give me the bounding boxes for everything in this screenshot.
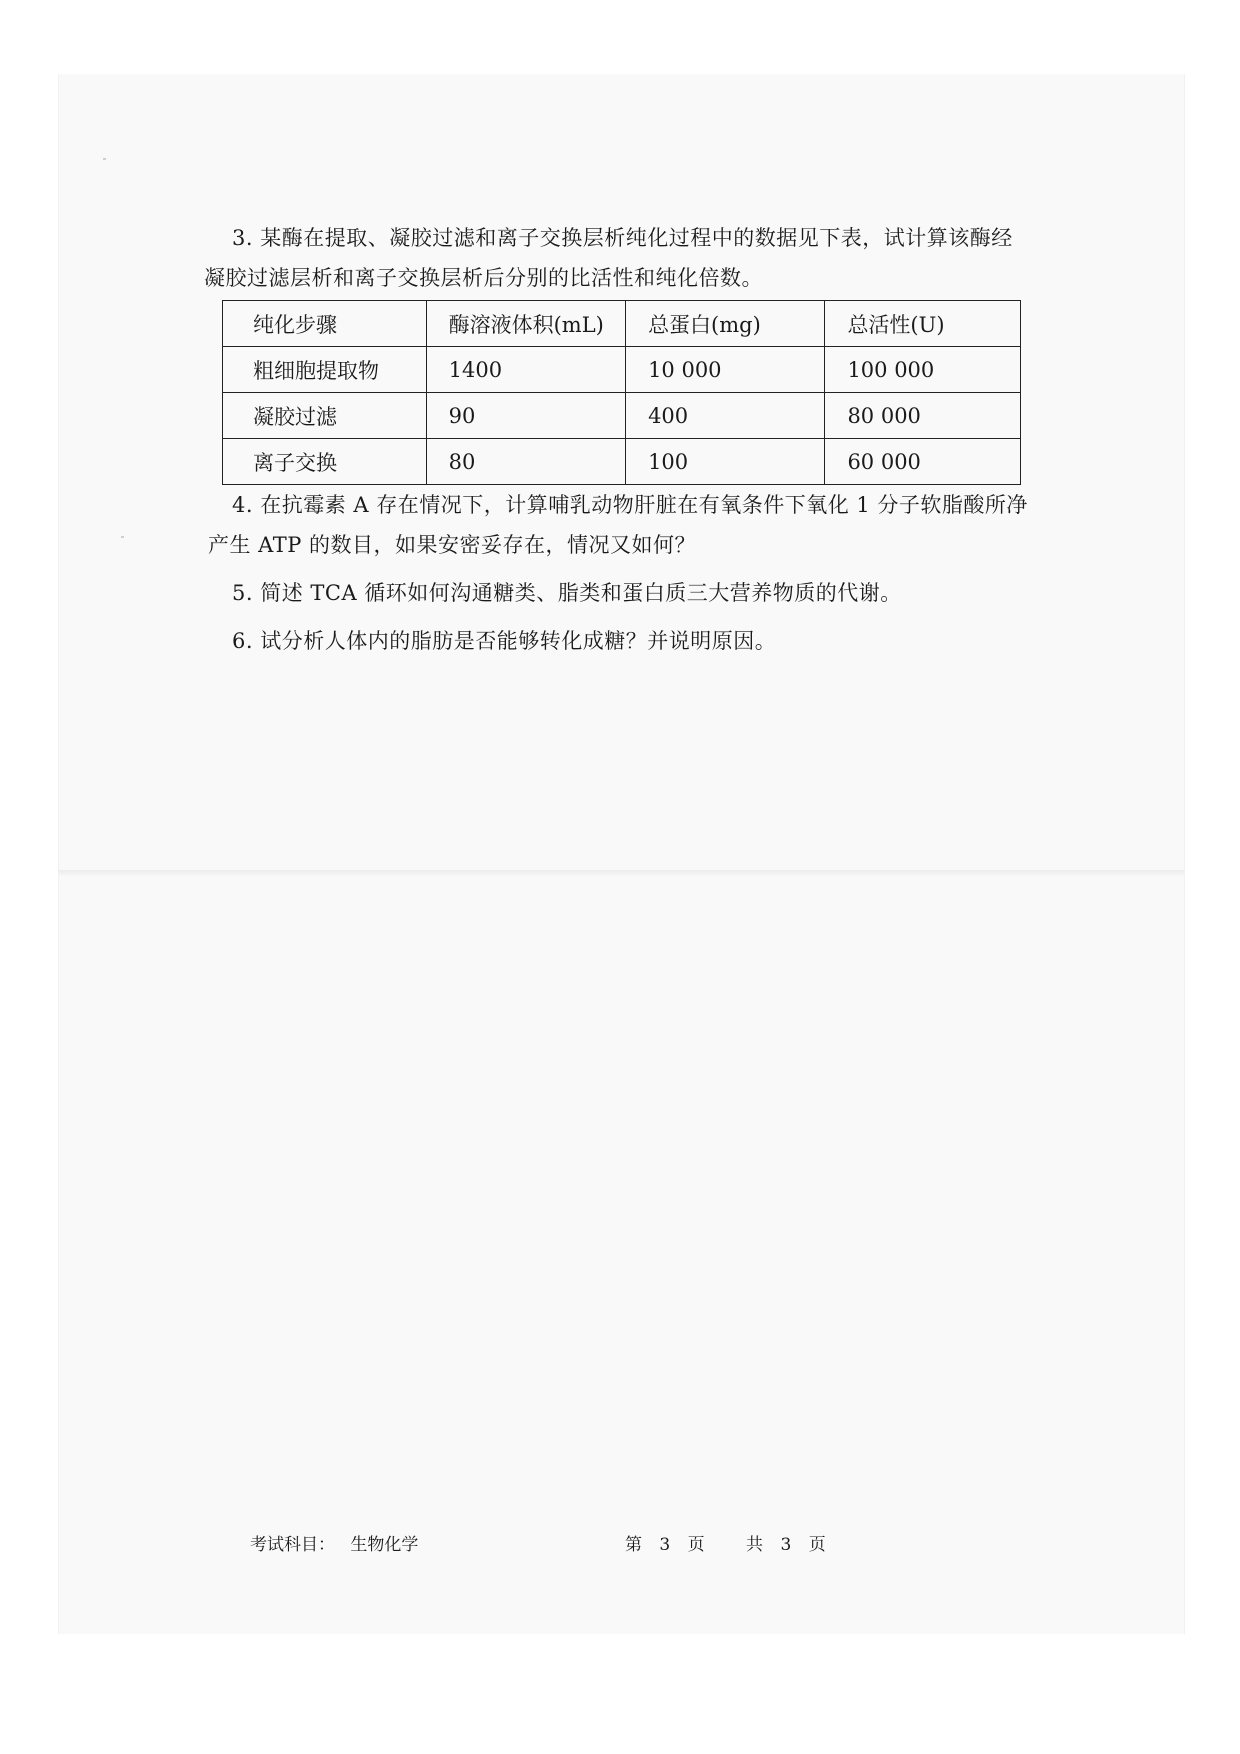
total-unit: 页 bbox=[808, 1535, 827, 1555]
page-current: 3 bbox=[659, 1535, 672, 1555]
column-header: 纯化步骤 bbox=[223, 301, 427, 347]
footer-subject bbox=[250, 1530, 418, 1555]
table-row bbox=[223, 393, 1021, 439]
footer-page-number bbox=[625, 1530, 837, 1555]
table-cell: 80 000 bbox=[825, 393, 1021, 439]
question-4 bbox=[208, 485, 1072, 565]
table-cell: 90 bbox=[426, 393, 625, 439]
question-3-line-1: 3. 某酶在提取、凝胶过滤和离子交换层析纯化过程中的数据见下表，试计算该酶经 bbox=[232, 226, 1013, 250]
question-3-line-2: 凝胶过滤层析和离子交换层析后分别的比活性和纯化倍数。 bbox=[204, 266, 763, 290]
table-cell: 100 000 bbox=[825, 347, 1021, 393]
table-cell: 80 bbox=[426, 439, 625, 485]
table-cell: 10 000 bbox=[626, 347, 825, 393]
table-cell: 离子交换 bbox=[223, 439, 427, 485]
page-total: 3 bbox=[780, 1535, 793, 1555]
question-6 bbox=[208, 621, 1072, 661]
question-4-line-2: 产生 ATP 的数目，如果安密妥存在，情况又如何？ bbox=[208, 533, 697, 557]
subject-label: 考试科目： bbox=[250, 1535, 335, 1555]
table-cell: 粗细胞提取物 bbox=[223, 347, 427, 393]
table-cell: 60 000 bbox=[825, 439, 1021, 485]
table-row bbox=[223, 347, 1021, 393]
column-header: 总蛋白(mg) bbox=[626, 301, 825, 347]
page-unit: 页 bbox=[687, 1535, 706, 1555]
question-6-text: 6. 试分析人体内的脂肪是否能够转化成糖？并说明原因。 bbox=[232, 629, 777, 653]
column-header: 酶溶液体积(mL) bbox=[426, 301, 625, 347]
subject-name: 生物化学 bbox=[350, 1535, 419, 1555]
table-header-row bbox=[223, 301, 1021, 347]
question-3 bbox=[204, 218, 1072, 298]
question-5-text: 5. 简述 TCA 循环如何沟通糖类、脂类和蛋白质三大营养物质的代谢。 bbox=[232, 581, 902, 605]
column-header: 总活性(U) bbox=[825, 301, 1021, 347]
question-4-line-1: 4. 在抗霉素 A 存在情况下，计算哺乳动物肝脏在有氧条件下氧化 1 分子软脂酸所净 bbox=[232, 493, 1028, 517]
table-cell: 1400 bbox=[426, 347, 625, 393]
table-cell: 凝胶过滤 bbox=[223, 393, 427, 439]
total-prefix: 共 bbox=[746, 1535, 765, 1555]
table-cell: 100 bbox=[626, 439, 825, 485]
question-5 bbox=[208, 573, 1072, 613]
page-prefix: 第 bbox=[625, 1535, 643, 1555]
exam-content bbox=[204, 218, 1072, 661]
purification-table bbox=[222, 300, 1021, 485]
table-row bbox=[223, 439, 1021, 485]
table-cell: 400 bbox=[626, 393, 825, 439]
